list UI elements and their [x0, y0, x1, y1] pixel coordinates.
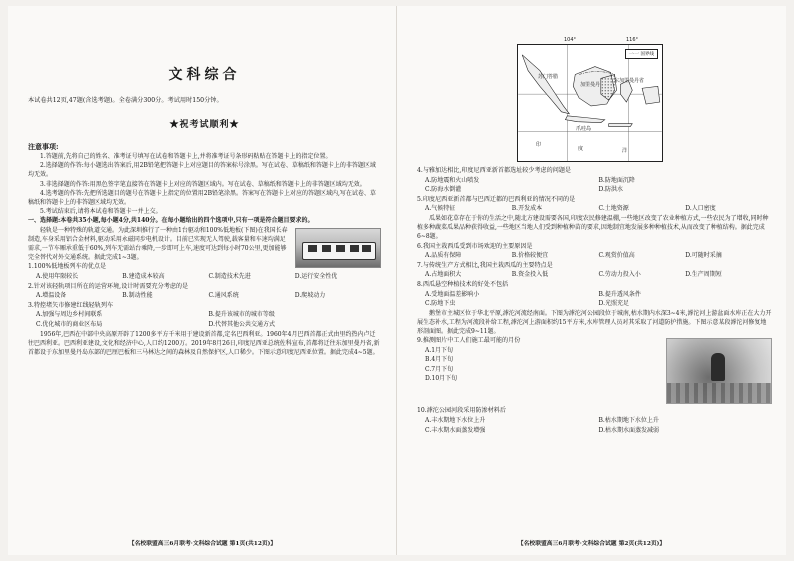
option[interactable]: D.爬坡动力 — [294, 292, 326, 300]
option[interactable]: D.代替其他公共交通方式 — [208, 321, 276, 328]
option[interactable]: B.枯水期地下水位上升 — [598, 416, 659, 424]
option[interactable]: B.4月下旬 — [425, 356, 454, 364]
exam-info: 本试卷共12页,47题(含选考题)。全卷满分300分。考试用时150分钟。 — [28, 97, 223, 104]
question-1-options — [28, 272, 381, 282]
question-6: 6.我国主栽西瓜受到市场欢迎的主要原因是 — [417, 242, 533, 250]
option[interactable]: C.土地资源 — [598, 205, 629, 213]
map-label-kalimantan: 加里曼丹 — [580, 82, 601, 88]
option[interactable]: A.丰水期地下水位上升 — [425, 416, 486, 424]
map-lon-label: 104° — [564, 37, 577, 43]
option[interactable]: C.防地下虫 — [425, 300, 456, 308]
option[interactable]: B.制动性能 — [122, 292, 153, 300]
option[interactable]: B.防地面沉降 — [598, 176, 635, 184]
page-2 — [397, 6, 786, 555]
question-4: 4.与雅加达相比,印度尼西亚新首都选址较少考虑的问题是 — [417, 167, 572, 174]
notice-5: 5.考试结束后,请将本试卷和答题卡一并上交。 — [40, 208, 162, 216]
option[interactable]: C.观赏价值高 — [598, 252, 635, 260]
option[interactable]: D.运行安全性优 — [294, 273, 338, 281]
option[interactable]: C.劳动力投入小 — [598, 271, 641, 279]
option[interactable]: A.占地面积大 — [425, 271, 462, 279]
page-title: 文科综合 — [168, 67, 241, 83]
map-label-java: 爪哇岛 — [576, 126, 592, 132]
section-heading: 一、选择题:本卷共35小题,每小题4分,共140分。在每小题给出的四个选项中,只有一项是符合题目要求的。 — [28, 217, 314, 225]
option[interactable]: A.增温设备 — [36, 292, 67, 300]
map-label-ocean: 洋 — [622, 148, 628, 154]
question-2-options — [28, 291, 381, 301]
page-footer: 【名校联盟高三6月联考·文科综合试题 第1页(共12页)】 — [128, 541, 277, 547]
notice-3: 3.非选择题的作答:用黑色签字笔直接答在答题卡上对应的答题区域内。写在试卷、草稿纸和答题卡上的非答题区域均无效。 — [40, 180, 366, 188]
option[interactable]: A.受地面温差影响小 — [425, 290, 480, 298]
option[interactable]: A.气候特征 — [425, 205, 456, 213]
question-8-options — [417, 290, 772, 309]
question-8: 8.西瓜悬空种植技术的好处不包括 — [417, 280, 509, 288]
option[interactable]: C.制造技术先进 — [208, 273, 251, 281]
option[interactable]: A.使用年限较长 — [36, 273, 79, 281]
page-footer: 【名校联盟高三6月联考·文科综合试题 第2页(共12页)】 — [517, 541, 666, 547]
question-7-options — [417, 270, 772, 280]
question-5-options — [417, 204, 772, 214]
indonesia-map — [517, 37, 663, 162]
question-3: 3.特控堵矢市修建红线轻轨列车 — [28, 301, 114, 309]
map-label-sumatra: 苏门答腊 — [538, 74, 559, 80]
option[interactable]: B.提升该城市的城市等级 — [208, 311, 275, 319]
option[interactable]: A.防地震和火山喷发 — [425, 176, 480, 184]
question-10: 10.滹沱公园河段采用防渗材料后 — [417, 407, 506, 415]
option[interactable]: C.通风系统 — [208, 292, 239, 300]
notice-2: 2.选择题的作答:每小题选出答案后,用2B铅笔把答题卡上对应题目的答案标号涂黑。写在试卷、草稿纸和答题卡上的非答题区域均无效。 — [28, 162, 376, 179]
option[interactable]: A.1月下旬 — [425, 346, 454, 354]
passage-2: 1956年,巴西在中部中央高原开辟了1200多平方千米用于建设新首都,定名巴西利亚。1960年4月巴西首都正式由里约热内卢迁往巴西利亚。巴西利亚建设,文化和经济中心,人口约1200万。2019年8月26日,印度尼西亚总统佐科宣布,首都将迁往东加里曼丹省,新首都设于东加里曼丹岛东部的巴厘巴板和三马林达之间的森林及自然保护区,人口稀少。下图示意印度尼西亚位置。据此完成4~5题。 — [28, 330, 380, 356]
question-1: 1.100%低地板列车的优点是 — [28, 263, 107, 271]
notice-4: 4.选考题的作答:先把所选题目的题号在答题卡上指定的位置用2B铅笔涂黑。答案写在答题卡上对应的答题区域内,写在试卷、草稿纸和答题卡上的非答题区域均无效。 — [28, 189, 376, 207]
river-work-photo — [666, 338, 772, 404]
option[interactable]: B.价格较便宜 — [511, 252, 549, 260]
option[interactable]: B.开发成本 — [511, 205, 543, 213]
option[interactable]: B.资金投入低 — [511, 271, 549, 279]
question-7: 7.与传统生产方式相比,我国主栽西瓜的主要特点是 — [417, 261, 553, 269]
option[interactable]: A.加强与周边乡村间联系 — [36, 311, 103, 319]
option[interactable]: B.建造成本较高 — [122, 273, 165, 281]
question-10-options — [417, 416, 772, 435]
option[interactable]: D.光照充足 — [598, 300, 630, 308]
slogan: ★祝考试顺利★ — [169, 120, 240, 130]
map-label-east-kalimantan: 东加里曼丹省 — [614, 78, 645, 84]
map-label-indian: 度 — [578, 146, 584, 152]
page-1 — [8, 6, 397, 555]
question-4-options — [417, 176, 772, 195]
notice-1: 1.答题前,先将自己的姓名、准考证号填写在试卷和答题卡上,并将准考证号条形码粘贴在答题卡上的指定位置。 — [40, 153, 332, 160]
passage-4: 鹅堡市主城区位于华北平原,滹沱河流经南面。下图为滹沱河公园段位于城南,枯水期内水深3~4米,滹沱河上游盆面水库正在大力开展生态补水,工程为河流段补给工程,滹沱河上游面积约15平方米,水库管理人员对其采取了河道防护措施。下图示意某段滹沱河修复地形剖面图。据此完成9~11题。 — [417, 309, 772, 336]
option[interactable]: D.10月下旬 — [425, 375, 458, 383]
exam-sheet — [8, 6, 786, 555]
option[interactable]: C.防海水倒灌 — [425, 186, 462, 194]
option[interactable]: C.丰水期水面蒸发增强 — [425, 426, 486, 434]
option[interactable]: A.品质有保障 — [425, 252, 462, 260]
question-5: 5.印度尼西亚新首都与巴西迁都的巴西利亚的情况不同的是 — [417, 195, 576, 203]
passage-1: 轻轨是一种特殊的轨道交通。为此深圳推行了一种由1台驱动和100%低地板(下图)在我国长春制造,车身采用铝合金材料,驱动采用永磁同步电机设计。目前已实现无人驾驶,载客量和车速均满足需求,一节车厢承重低于60%,列车无需站台乘降,一步即可上车,速度可达到每小时70公里,更加能够完全替代对外交通系统。据此完成1~3题。 — [28, 226, 288, 262]
option[interactable]: D.枯水期水面蒸发减弱 — [598, 426, 660, 434]
option[interactable]: C.优化城市的商业区布局 — [36, 321, 103, 328]
option[interactable]: B.提升透风条件 — [598, 290, 641, 298]
option[interactable]: D.防洪水 — [598, 186, 624, 194]
question-3-options — [28, 310, 381, 329]
tram-photo — [295, 228, 381, 268]
passage-3: 瓜果如花草存在于你的生活之中,随北方建设需要各国,印度农民修建温棚,一些地区改变了农业种植方式,一些农民为了增收,同时种植多种蔬菜瓜果品种获得收益,一些地区当地人们受到种植种苗的要求,因地制宜地发展多种种植技术,从而改变了种植结构。据此完成6~8题。 — [417, 214, 769, 241]
map-lon-label: 116° — [626, 37, 639, 43]
map-label-indian: 印 — [536, 142, 542, 148]
option[interactable]: D.生产周期短 — [685, 271, 722, 279]
option[interactable]: D.人口密度 — [685, 205, 716, 213]
question-2: 2.针对该轻轨项目所在的运营环境,设计时需要充分考虑的是 — [28, 282, 189, 290]
question-6-options — [417, 251, 772, 261]
option[interactable]: D.可随时采摘 — [685, 252, 722, 260]
notice-heading: 注意事项: — [28, 142, 59, 151]
option[interactable]: C.7月下旬 — [425, 365, 454, 373]
question-9: 9.推测图片中工人们施工最可能的月份 — [417, 337, 521, 345]
map-legend: 一·一 国界线 — [625, 49, 658, 59]
